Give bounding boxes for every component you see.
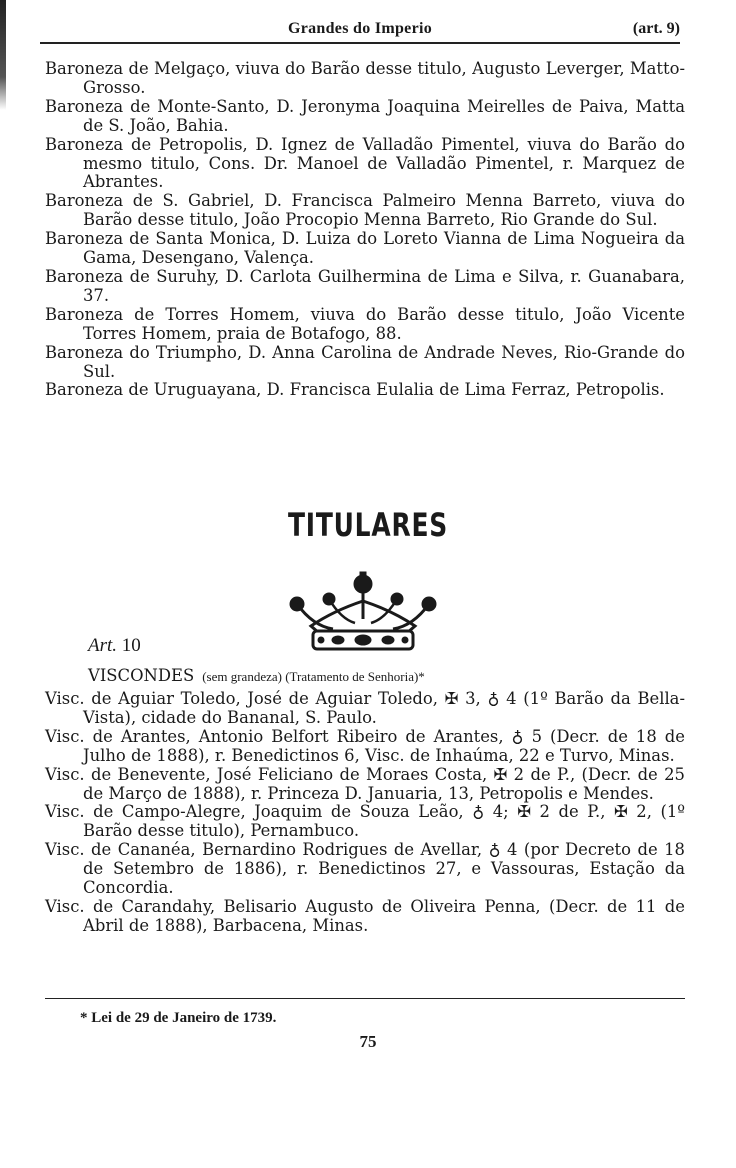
list-item: Baroneza de Torres Homem, viuva do Barão desse titulo, João Vicente Torres Homem, praia de Botafogo, 88.: [45, 304, 685, 343]
subheading: [88, 666, 425, 685]
footnote-divider: [45, 998, 685, 999]
baroness-list: [45, 60, 685, 400]
crown-icon: [283, 571, 443, 653]
list-item: Baroneza do Triumpho, D. Anna Carolina de Andrade Neves, Rio-Grande do Sul.: [45, 342, 685, 381]
list-item: Baroneza de Petropolis, D. Ignez de Valladão Pimentel, viuva do Barão do mesmo titulo, Cons. Dr. Manoel de Valladão Pimentel, r. Marquez de Abrantes.: [45, 134, 685, 192]
section-title: TITULARES: [287, 506, 449, 544]
list-item: Baroneza de Uruguayana, D. Francisca Eulalia de Lima Ferraz, Petropolis.: [45, 380, 665, 400]
viscount-list: [45, 690, 685, 936]
list-item: Visc. de Cananéa, Bernardino Rodrigues de Avellar, ♁ 4 (por Decreto de 18 de Setembro de 1886), r. Benedictinos 27, e Vassouras, Estação da Concordia.: [45, 840, 685, 898]
list-item: Baroneza de Melgaço, viuva do Barão desse titulo, Augusto Leverger, Matto-Grosso.: [45, 59, 685, 97]
list-item: Visc. de Arantes, Antonio Belfort Ribeiro de Arantes, ♁ 5 (Decr. de 18 de Julho de 1888), r. Benedictinos 6, Visc. de Inhaúma, 22 e Turvo, Minas.: [45, 726, 685, 765]
list-item: Visc. de Aguiar Toledo, José de Aguiar Toledo, ✠ 3, ♁ 4 (1º Barão da Bella-Vista), cidade do Bananal, S. Paulo.: [45, 689, 685, 727]
list-item: Baroneza de Santa Monica, D. Luiza do Loreto Vianna de Lima Nogueira da Gama, Desengano, Valença.: [45, 229, 685, 268]
running-head: Grandes do Imperio: [287, 20, 433, 37]
list-item: Visc. de Carandahy, Belisario Augusto de Oliveira Penna, (Decr. de 11 de Abril de 1888), Barbacena, Minas.: [45, 896, 685, 935]
list-item: Baroneza de Monte-Santo, D. Jeronyma Joaquina Meirelles de Paiva, Matta de S. João, Bahia.: [45, 96, 685, 135]
subheading-note: (sem grandeza) (Tratamento de Senhoria)*: [202, 669, 425, 684]
footnote: * Lei de 29 de Janeiro de 1739.: [80, 1010, 277, 1026]
page-edge-shadow: [0, 0, 6, 110]
list-item: Baroneza de Suruhy, D. Carlota Guilhermina de Lima e Silva, r. Guanabara, 37.: [45, 266, 685, 305]
page-header: [40, 18, 680, 44]
list-item: Visc. de Benevente, José Feliciano de Moraes Costa, ✠ 2 de P., (Decr. de 25 de Março de 1888), r. Princeza D. Januaria, 13, Petropolis e Mendes.: [45, 764, 685, 803]
article-label: [88, 635, 141, 657]
page-number: 75: [359, 1032, 377, 1051]
article-reference: (art. 9): [632, 20, 680, 37]
article-prefix: Art.: [88, 635, 118, 656]
list-item: Baroneza de S. Gabriel, D. Francisca Palmeiro Menna Barreto, viuva do Barão desse titulo, João Procopio Menna Barreto, Rio Grande do Sul.: [45, 191, 685, 230]
article-number: 10: [121, 635, 141, 656]
list-item: Visc. de Campo-Alegre, Joaquim de Souza Leão, ♁ 4; ✠ 2 de P., ✠ 2, (1º Barão desse titulo), Pernambuco.: [45, 802, 685, 841]
subheading-title: VISCONDES: [88, 666, 195, 685]
